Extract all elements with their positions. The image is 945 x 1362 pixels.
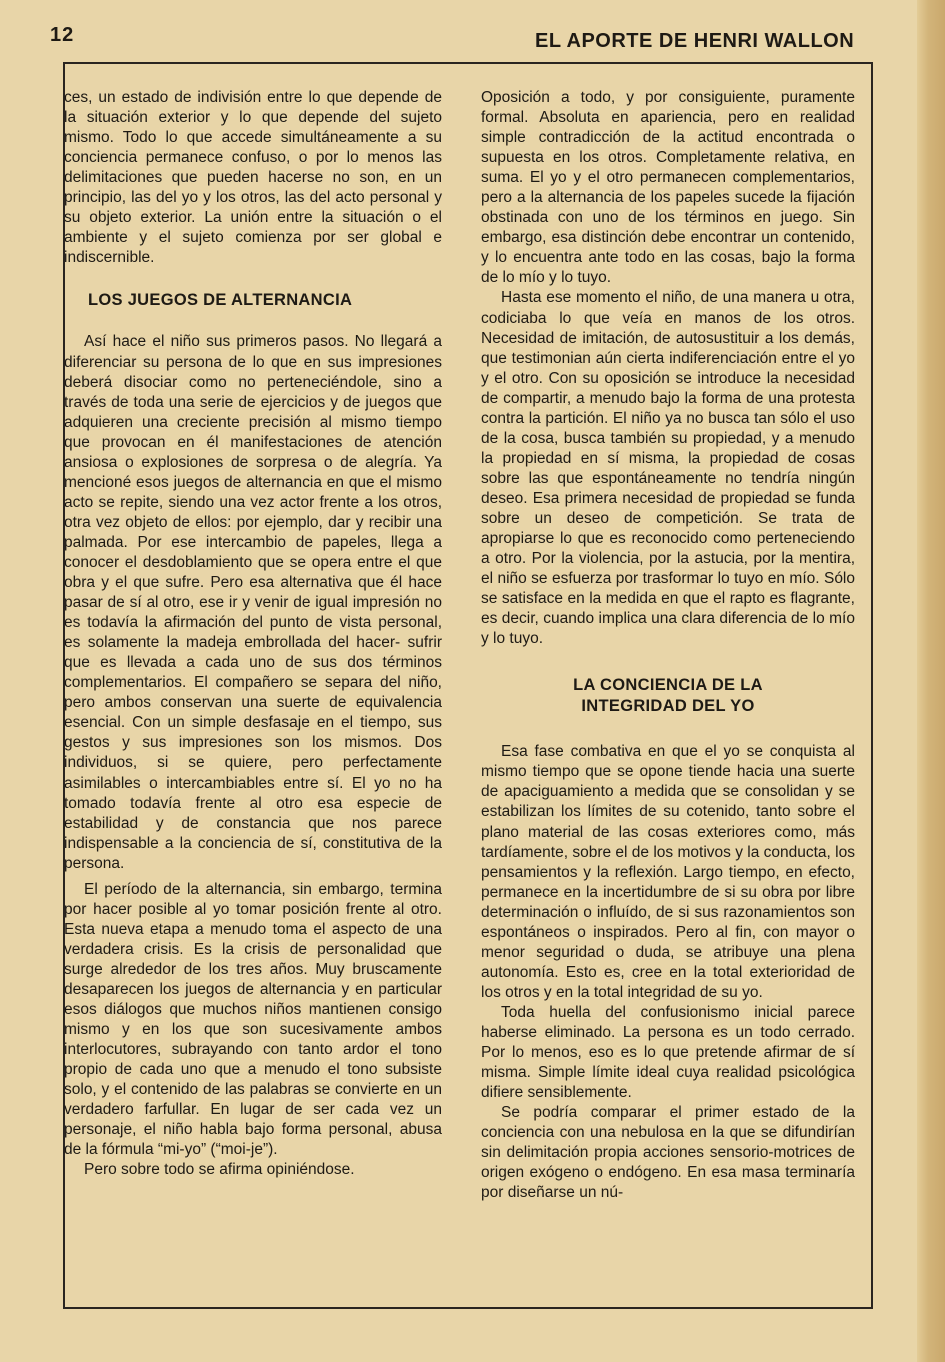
paragraph: Así hace el niño sus primeros pasos. No llegará a diferenciar su persona de lo que en sus impresiones deberá disociar como no perteneciéndole, sino a través de toda una serie de ejercicios y de juegos que adquieren una creciente precisión al mismo tiempo que provocan en él manifestaciones de atención ansiosa o explosiones de sorpresa o de alegría. Ya mencioné esos juegos de alternancia en que el mismo acto se repite, siendo una vez actor frente a los otros, otra vez objeto de ellos: por ejemplo, dar y recibir una palmada. Por ese intercambio de papeles, llega a conocer el desdoblamiento que se opera entre el que obra y el que sufre. Pero esa alternativa que él hace pasar de sí al otro, ese ir y venir de igual impresión no es todavía la afirmación del punto de vista personal, es solamente la madeja embrollada del hacer- sufrir que es llevada a cada uno de sus dos términos complementarios. El compañero se separa del niño, pero ambos conservan una suerte de equivalencia esencial. Con un simple desfasaje en el tiempo, sus gestos y sus impresiones son los mismos. Dos individuos, si se quiere, pero perfectamente asimilables o intercambiables entre sí. El yo no ha tomado todavía frente al otro esa especie de estabilidad y de constancia que nos parece indispensable a la conciencia de sí, constitutiva de la persona.	[64, 333, 442, 872]
left-column	[64, 88, 442, 1180]
paragraph: Oposición a todo, y por consiguiente, puramente formal. Absoluta en apariencia, pero en realidad simple contradicción de la actitud encontrada o supuesta en los otros. Completamente relativa, en suma. El yo y el otro permanecen complementarios, pero a la alternancia de los papeles sucede la fijación obstinada con uno de los términos en juego. Sin embargo, esa distinción debe encontrar un contenido, y lo encuentra ante todo en las cosas, bajo la forma de lo mío y lo tuyo.	[481, 89, 855, 287]
paragraph: Pero sobre todo se afirma opiniéndose.	[84, 1161, 355, 1179]
running-title: EL APORTE DE HENRI WALLON	[535, 30, 855, 52]
page-number: 12	[50, 24, 75, 46]
paragraph: Hasta ese momento el niño, de una manera u otra, codiciaba lo que veía en manos de los otros. Necesidad de imitación, de autosustituir a los demás, que testimonian aún cierta indiferenciación entre el yo y el otro. Con su oposición se introduce la necesidad de compartir, a menudo bajo la forma de una protesta contra la partición. El niño ya no busca tan sólo el uso de la cosa, busca también su propiedad, y a menudo la propiedad en sí misma, la propiedad de cosas sobre las que espontáneamente no tendría ningún deseo. Esa primera necesidad de propiedad se funda sobre un deseo de competición. Se trata de apropiarse lo que es reconocido como perteneciendo a otro. Por la violencia, por la astucia, por la mentira, el niño se esfuerza por trasformar lo tuyo en mío. Sólo se satisface en la medida en que el rapto es flagrante, es decir, cuando implica una clara diferencia de lo mío y lo tuyo.	[481, 289, 855, 648]
paragraph: Toda huella del confusionismo inicial parece haberse eliminado. La persona es un todo cerrado. Por lo menos, eso es lo que pretende afirmar de sí misma. Simple límite ideal cuya realidad psicológica difiere sensiblemente.	[481, 1003, 855, 1102]
section-heading: LOS JUEGOS DE ALTERNANCIA	[88, 291, 353, 310]
page-edge	[917, 0, 945, 1362]
section-heading-line: LA CONCIENCIA DE LA	[573, 676, 763, 695]
paragraph: ces, un estado de indivisión entre lo que depende de la situación exterior y lo que depende del sujeto mismo. Todo lo que accede simultáneamente a su conciencia permanece confuso, o por lo menos las delimitaciones que pueden hacerse no son, en un principio, las del yo y los otros, las del acto personal y su objeto exterior. La unión entre la situación o el ambiente y el sujeto comienza por ser global e indiscernible.	[64, 89, 442, 267]
paragraph: Se podría comparar el primer estado de la conciencia con una nebulosa en la que se difundirían sin delimitación propia acciones sensorio-motrices de origen exógeno o endógeno. En esa masa terminaría por diseñarse un nú-	[481, 1104, 855, 1202]
section-heading	[481, 675, 855, 717]
paragraph: Esa fase combativa en que el yo se conquista al mismo tiempo que se opone tiende hacia una suerte de apaciguamiento a medida que se consolidan y se estabilizan los límites de su cotenido, tanto sobre el plano material de las cosas exteriores como, más tardíamente, sobre el de los motivos y la conducta, los pensamientos y la reflexión. Largo tiempo, en efecto, permanece en la incertidumbre de si su obra por libre determinación o influído, de si sus razonamientos son espontáneos o inspirados. Pero al fin, con mayor o menor seguridad o duda, se atribuye una plena autonomía. Esto es, cree en la total exterioridad de los otros y en la total integridad de su yo.	[481, 743, 855, 1001]
section-heading-line: INTEGRIDAD DEL YO	[581, 697, 755, 716]
page-header	[0, 0, 945, 60]
right-column	[481, 88, 855, 1203]
paragraph: El período de la alternancia, sin embargo, termina por hacer posible al yo tomar posición frente al otro. Esta nueva etapa a menudo toma el aspecto de una verdadera crisis. Es la crisis de personalidad que surge alrededor de los tres años. Muy bruscamente desaparecen los juegos de alternancia y en particular esos diálogos que muchos niños mantienen consigo mismo y en los que son sucesivamente ambos interlocutores, subrayando con tanto ardor el tono propio de cada uno que a menudo el tono subsiste solo, y el contenido de las palabras se convierte en un verdadero farfullar. En lugar de ser cada vez un personaje, el niño habla bajo forma personal, abusa de la fórmula “mi-yo” (“moi-je”).	[64, 880, 442, 1159]
